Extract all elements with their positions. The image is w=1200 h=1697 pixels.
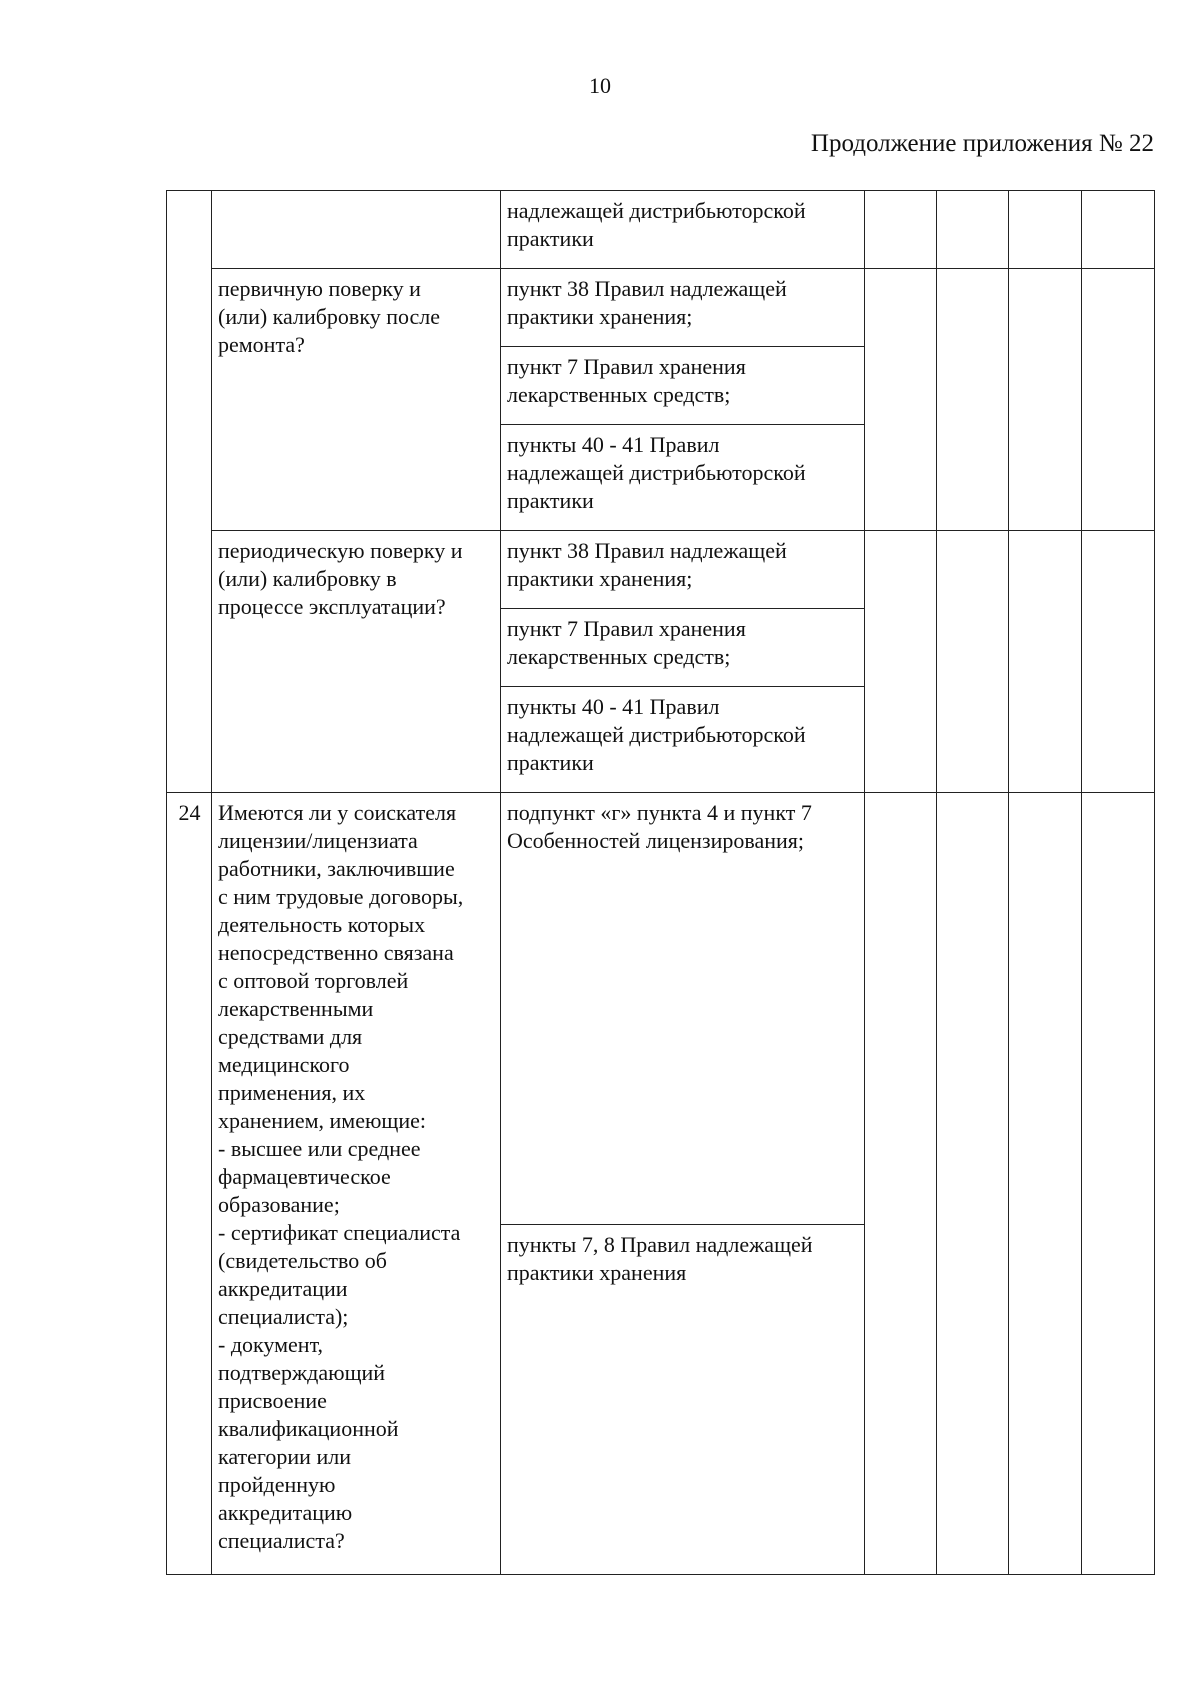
answer-cell-no [937, 531, 1009, 793]
reference-line: надлежащей дистрибьюторской [507, 198, 806, 223]
answer-cell-na [1009, 269, 1082, 531]
answer-cell-yes [865, 793, 937, 1575]
reference-cell: пункты 40 - 41 Правил надлежащей дистрибьюторской практики [501, 425, 865, 531]
table-row [167, 531, 1155, 609]
table-row [167, 269, 1155, 347]
answer-cell-na [1009, 191, 1082, 269]
table-row [167, 793, 1155, 1225]
reference-cell: пункт 7 Правил хранения лекарственных средств; [501, 347, 865, 425]
answer-cell-no [937, 191, 1009, 269]
reference-cell: пункты 40 - 41 Правил надлежащей дистрибьюторской практики [501, 687, 865, 793]
answer-cell-na [1009, 793, 1082, 1575]
reference-cell: подпункт «г» пункта 4 и пункт 7 Особенностей лицензирования; [501, 793, 865, 1225]
table-row [167, 191, 1155, 269]
reference-cell: пункт 38 Правил надлежащей практики хранения; [501, 269, 865, 347]
reference-line: практики [507, 226, 594, 251]
question-cell [212, 191, 501, 269]
answer-cell-yes [865, 531, 937, 793]
answer-cell-no [937, 269, 1009, 531]
answer-cell-na [1009, 531, 1082, 793]
answer-cell-note [1082, 191, 1155, 269]
question-cell: Имеются ли у соискателя лицензии/лицензиата работники, заключившие с ним трудовые договоры, деятельность которых непосредственно связана с оптовой торговлей лекарственными средствами для медицинского применения, их хранением, имеющие: - высшее или среднее фармацевтическое образование; - сертификат специалиста (свидетельство об аккредитации специалиста); - документ, подтверждающий присвоение квалификационной категории или пройденную аккредитацию специалиста? [212, 793, 501, 1575]
reference-cell: пункт 38 Правил надлежащей практики хранения; [501, 531, 865, 609]
answer-cell-note [1082, 269, 1155, 531]
reference-cell: пункт 7 Правил хранения лекарственных средств; [501, 609, 865, 687]
answer-cell-note [1082, 531, 1155, 793]
question-cell: первичную поверку и (или) калибровку после ремонта? [212, 269, 501, 531]
answer-cell-no [937, 793, 1009, 1575]
reference-cell: пункты 7, 8 Правил надлежащей практики хранения [501, 1225, 865, 1575]
number-cell: 24 [167, 793, 212, 1575]
question-cell: периодическую поверку и (или) калибровку в процессе эксплуатации? [212, 531, 501, 793]
answer-cell-note [1082, 793, 1155, 1575]
page-number: 10 [589, 73, 611, 98]
answer-cell-yes [865, 269, 937, 531]
continuation-label: Продолжение приложения № 22 [810, 130, 1154, 157]
answer-cell-yes [865, 191, 937, 269]
number-cell [167, 191, 212, 793]
checklist-table [166, 190, 1155, 1575]
reference-cell [501, 191, 865, 269]
